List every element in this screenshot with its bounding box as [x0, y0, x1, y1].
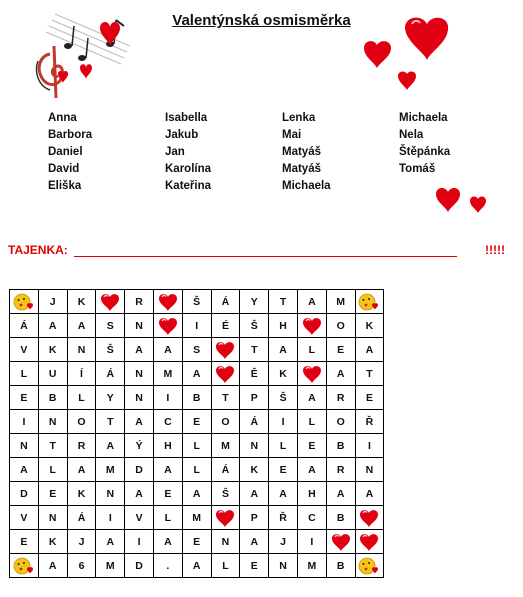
- grid-cell[interactable]: M: [297, 554, 326, 578]
- name-item: Karolína: [165, 163, 212, 175]
- grid-cell[interactable]: E: [269, 458, 298, 482]
- grid-cell[interactable]: I: [269, 410, 298, 434]
- name-item: Štěpánka: [399, 146, 451, 158]
- grid-cell[interactable]: C: [153, 410, 182, 434]
- grid-cell[interactable]: Á: [211, 290, 240, 314]
- grid-cell[interactable]: B: [38, 386, 67, 410]
- grid-cell[interactable]: A: [67, 458, 96, 482]
- grid-cell[interactable]: O: [326, 314, 355, 338]
- tajenka-suffix: !!!!!: [485, 243, 505, 257]
- grid-cell[interactable]: O: [326, 410, 355, 434]
- grid-cell[interactable]: Á: [67, 506, 96, 530]
- grid-cell[interactable]: N: [67, 338, 96, 362]
- grid-cell[interactable]: A: [125, 338, 154, 362]
- grid-cell[interactable]: Á: [96, 362, 125, 386]
- grid-cell[interactable]: B: [326, 554, 355, 578]
- grid-cell[interactable]: A: [96, 530, 125, 554]
- grid-cell[interactable]: J: [38, 290, 67, 314]
- grid-cell[interactable]: E: [153, 482, 182, 506]
- word-search-grid: [9, 289, 384, 578]
- grid-cell[interactable]: T: [355, 362, 384, 386]
- grid-cell[interactable]: [153, 290, 182, 314]
- grid-cell[interactable]: [153, 314, 182, 338]
- kiss-emoji-icon: [358, 556, 380, 576]
- name-item: Daniel: [48, 146, 83, 158]
- grid-cell[interactable]: [96, 290, 125, 314]
- grid-cell[interactable]: A: [125, 410, 154, 434]
- grid-cell[interactable]: [10, 290, 39, 314]
- grid-cell[interactable]: Y: [240, 290, 269, 314]
- name-list: [48, 110, 516, 195]
- grid-cell[interactable]: A: [355, 482, 384, 506]
- grid-cell[interactable]: L: [182, 434, 211, 458]
- grid-cell[interactable]: E: [240, 554, 269, 578]
- grid-cell[interactable]: H: [297, 482, 326, 506]
- grid-row: [10, 410, 384, 434]
- grid-cell[interactable]: E: [182, 410, 211, 434]
- grid-cell[interactable]: N: [125, 386, 154, 410]
- grid-cell[interactable]: I: [125, 530, 154, 554]
- grid-cell[interactable]: R: [326, 386, 355, 410]
- name-item: Kateřina: [165, 180, 212, 192]
- grid-row: [10, 290, 384, 314]
- name-column-4: [399, 110, 516, 195]
- name-item: Jan: [165, 146, 185, 158]
- grid-cell[interactable]: M: [326, 290, 355, 314]
- grid-cell[interactable]: N: [96, 482, 125, 506]
- grid-cell[interactable]: A: [269, 482, 298, 506]
- name-item: Tomáš: [399, 163, 436, 175]
- grid-cell[interactable]: A: [182, 362, 211, 386]
- grid-cell[interactable]: J: [67, 530, 96, 554]
- grid-cell[interactable]: N: [240, 434, 269, 458]
- grid-cell[interactable]: E: [38, 482, 67, 506]
- name-item: Matyáš: [282, 163, 321, 175]
- grid-cell[interactable]: B: [326, 434, 355, 458]
- grid-cell[interactable]: Š: [96, 338, 125, 362]
- heart-icon: [214, 508, 236, 528]
- grid-cell[interactable]: S: [182, 338, 211, 362]
- grid-row: [10, 482, 384, 506]
- heart-icon: [157, 292, 179, 312]
- name-item: Matyáš: [282, 146, 321, 158]
- grid-cell[interactable]: B: [326, 506, 355, 530]
- grid-cell[interactable]: E: [182, 530, 211, 554]
- tajenka-row: [8, 241, 505, 259]
- tajenka-answer-line[interactable]: [74, 256, 457, 257]
- grid-cell[interactable]: I: [153, 386, 182, 410]
- grid-cell[interactable]: A: [10, 458, 39, 482]
- page-title: Valentýnská osmisměrka: [172, 12, 351, 29]
- grid-cell[interactable]: L: [297, 338, 326, 362]
- grid-cell[interactable]: K: [67, 482, 96, 506]
- music-notes-hearts-decoration: [20, 6, 135, 101]
- name-column-1: [48, 110, 165, 195]
- grid-cell[interactable]: A: [182, 482, 211, 506]
- grid-cell[interactable]: I: [182, 314, 211, 338]
- grid-cell[interactable]: K: [355, 314, 384, 338]
- grid-cell[interactable]: M: [96, 458, 125, 482]
- grid-cell[interactable]: V: [10, 506, 39, 530]
- hearts-decoration-top-right: [360, 14, 460, 94]
- grid-cell[interactable]: D: [125, 554, 154, 578]
- grid-row: [10, 338, 384, 362]
- grid-cell[interactable]: E: [10, 386, 39, 410]
- grid-cell[interactable]: E: [326, 338, 355, 362]
- grid-cell[interactable]: A: [297, 290, 326, 314]
- grid-cell[interactable]: E: [10, 530, 39, 554]
- grid-cell[interactable]: A: [125, 482, 154, 506]
- grid-cell[interactable]: P: [240, 506, 269, 530]
- grid-cell[interactable]: N: [125, 314, 154, 338]
- name-item: Jakub: [165, 129, 199, 141]
- grid-cell[interactable]: H: [153, 434, 182, 458]
- grid-cell[interactable]: T: [96, 410, 125, 434]
- grid-cell[interactable]: A: [153, 458, 182, 482]
- grid-cell[interactable]: A: [67, 314, 96, 338]
- grid-cell[interactable]: [355, 530, 384, 554]
- name-item: Mai: [282, 129, 302, 141]
- grid-cell[interactable]: L: [182, 458, 211, 482]
- name-item: Michaela: [282, 180, 331, 192]
- grid-cell[interactable]: L: [297, 410, 326, 434]
- grid-cell[interactable]: S: [96, 314, 125, 338]
- grid-cell[interactable]: Ý: [125, 434, 154, 458]
- grid-cell[interactable]: A: [38, 554, 67, 578]
- grid-cell[interactable]: A: [326, 362, 355, 386]
- grid-cell[interactable]: Í: [67, 362, 96, 386]
- grid-cell[interactable]: N: [10, 434, 39, 458]
- grid-cell[interactable]: A: [96, 434, 125, 458]
- grid-cell[interactable]: R: [125, 290, 154, 314]
- grid-cell[interactable]: Š: [211, 482, 240, 506]
- grid-cell[interactable]: O: [211, 410, 240, 434]
- grid-cell[interactable]: V: [125, 506, 154, 530]
- grid-cell[interactable]: [297, 362, 326, 386]
- grid-cell[interactable]: M: [211, 434, 240, 458]
- grid-cell[interactable]: K: [240, 458, 269, 482]
- grid-cell[interactable]: R: [67, 434, 96, 458]
- grid-row: [10, 314, 384, 338]
- grid-cell[interactable]: V: [10, 338, 39, 362]
- name-item: Isabella: [165, 112, 208, 124]
- grid-cell[interactable]: [211, 362, 240, 386]
- grid-cell[interactable]: I: [10, 410, 39, 434]
- grid-cell[interactable]: [211, 338, 240, 362]
- grid-cell[interactable]: [297, 314, 326, 338]
- grid-cell[interactable]: D: [125, 458, 154, 482]
- grid-cell[interactable]: Á: [240, 410, 269, 434]
- grid-row: [10, 530, 384, 554]
- grid-cell[interactable]: O: [67, 410, 96, 434]
- grid-cell[interactable]: L: [67, 386, 96, 410]
- grid-cell[interactable]: T: [211, 386, 240, 410]
- grid-cell[interactable]: A: [297, 458, 326, 482]
- grid-cell[interactable]: A: [240, 482, 269, 506]
- grid-cell[interactable]: M: [182, 506, 211, 530]
- grid-cell[interactable]: A: [240, 530, 269, 554]
- name-column-3: [282, 110, 399, 195]
- name-item: Lenka: [282, 112, 316, 124]
- grid-cell[interactable]: L: [10, 362, 39, 386]
- heart-icon: [358, 508, 380, 528]
- grid-cell[interactable]: Š: [182, 290, 211, 314]
- grid-row: [10, 386, 384, 410]
- heart-icon: [214, 364, 236, 384]
- grid-cell[interactable]: K: [38, 530, 67, 554]
- heart-icon: [330, 532, 352, 552]
- grid-cell[interactable]: [326, 530, 355, 554]
- grid-cell[interactable]: Ě: [240, 362, 269, 386]
- name-item: David: [48, 163, 80, 175]
- grid-cell[interactable]: Y: [96, 386, 125, 410]
- grid-cell[interactable]: K: [38, 338, 67, 362]
- grid-cell[interactable]: D: [10, 482, 39, 506]
- grid-cell[interactable]: Á: [211, 458, 240, 482]
- name-item: Barbora: [48, 129, 93, 141]
- grid-cell[interactable]: E: [355, 386, 384, 410]
- grid-cell[interactable]: M: [96, 554, 125, 578]
- grid-cell[interactable]: N: [355, 458, 384, 482]
- grid-cell[interactable]: I: [297, 530, 326, 554]
- grid-cell[interactable]: R: [326, 458, 355, 482]
- grid-cell[interactable]: A: [38, 314, 67, 338]
- grid-cell[interactable]: É: [211, 314, 240, 338]
- heart-icon: [301, 364, 323, 384]
- grid-cell[interactable]: L: [211, 554, 240, 578]
- grid-row: [10, 554, 384, 578]
- grid-cell[interactable]: [355, 554, 384, 578]
- name-item: Eliška: [48, 180, 82, 192]
- grid-row: [10, 458, 384, 482]
- grid-cell[interactable]: A: [326, 482, 355, 506]
- grid-row: [10, 506, 384, 530]
- grid-cell[interactable]: K: [269, 362, 298, 386]
- grid-cell[interactable]: L: [269, 434, 298, 458]
- grid-cell[interactable]: T: [240, 338, 269, 362]
- grid-cell[interactable]: Á: [10, 314, 39, 338]
- grid-cell[interactable]: Ř: [355, 410, 384, 434]
- grid-cell[interactable]: I: [355, 434, 384, 458]
- heart-icon: [214, 340, 236, 360]
- heart-icon: [157, 316, 179, 336]
- tajenka-label: TAJENKA:: [8, 243, 68, 257]
- name-item: Michaela: [399, 112, 448, 124]
- grid-cell[interactable]: Š: [269, 386, 298, 410]
- grid-cell[interactable]: 6: [67, 554, 96, 578]
- grid-cell[interactable]: H: [269, 314, 298, 338]
- grid-cell[interactable]: I: [96, 506, 125, 530]
- grid-cell[interactable]: A: [153, 338, 182, 362]
- name-column-2: [165, 110, 282, 195]
- grid-cell[interactable]: [355, 506, 384, 530]
- grid-cell[interactable]: [10, 554, 39, 578]
- grid-cell[interactable]: C: [297, 506, 326, 530]
- grid-cell[interactable]: N: [38, 410, 67, 434]
- grid-cell[interactable]: N: [38, 506, 67, 530]
- heart-icon: [99, 292, 121, 312]
- grid-cell[interactable]: Š: [240, 314, 269, 338]
- name-item: Anna: [48, 112, 77, 124]
- grid-row: [10, 434, 384, 458]
- grid-cell[interactable]: [211, 506, 240, 530]
- grid-cell[interactable]: E: [297, 434, 326, 458]
- grid-cell[interactable]: T: [38, 434, 67, 458]
- grid-cell[interactable]: N: [125, 362, 154, 386]
- grid-cell[interactable]: J: [269, 530, 298, 554]
- grid-cell[interactable]: Ř: [269, 506, 298, 530]
- heart-icon: [358, 532, 380, 552]
- grid-cell[interactable]: A: [269, 338, 298, 362]
- grid-cell[interactable]: M: [153, 362, 182, 386]
- kiss-emoji-icon: [13, 292, 35, 312]
- grid-cell[interactable]: [355, 290, 384, 314]
- grid-cell[interactable]: K: [67, 290, 96, 314]
- name-item: Nela: [399, 129, 424, 141]
- grid-cell[interactable]: B: [182, 386, 211, 410]
- heart-icon: [301, 316, 323, 336]
- grid-cell[interactable]: L: [38, 458, 67, 482]
- grid-cell[interactable]: N: [211, 530, 240, 554]
- grid-cell[interactable]: A: [297, 386, 326, 410]
- grid-cell[interactable]: L: [153, 506, 182, 530]
- grid-cell[interactable]: A: [182, 554, 211, 578]
- grid-row: [10, 362, 384, 386]
- grid-cell[interactable]: A: [153, 530, 182, 554]
- grid-cell[interactable]: .: [153, 554, 182, 578]
- grid-cell[interactable]: A: [355, 338, 384, 362]
- kiss-emoji-icon: [358, 292, 380, 312]
- kiss-emoji-icon: [13, 556, 35, 576]
- grid-cell[interactable]: T: [269, 290, 298, 314]
- grid-cell[interactable]: P: [240, 386, 269, 410]
- grid-cell[interactable]: N: [269, 554, 298, 578]
- grid-cell[interactable]: U: [38, 362, 67, 386]
